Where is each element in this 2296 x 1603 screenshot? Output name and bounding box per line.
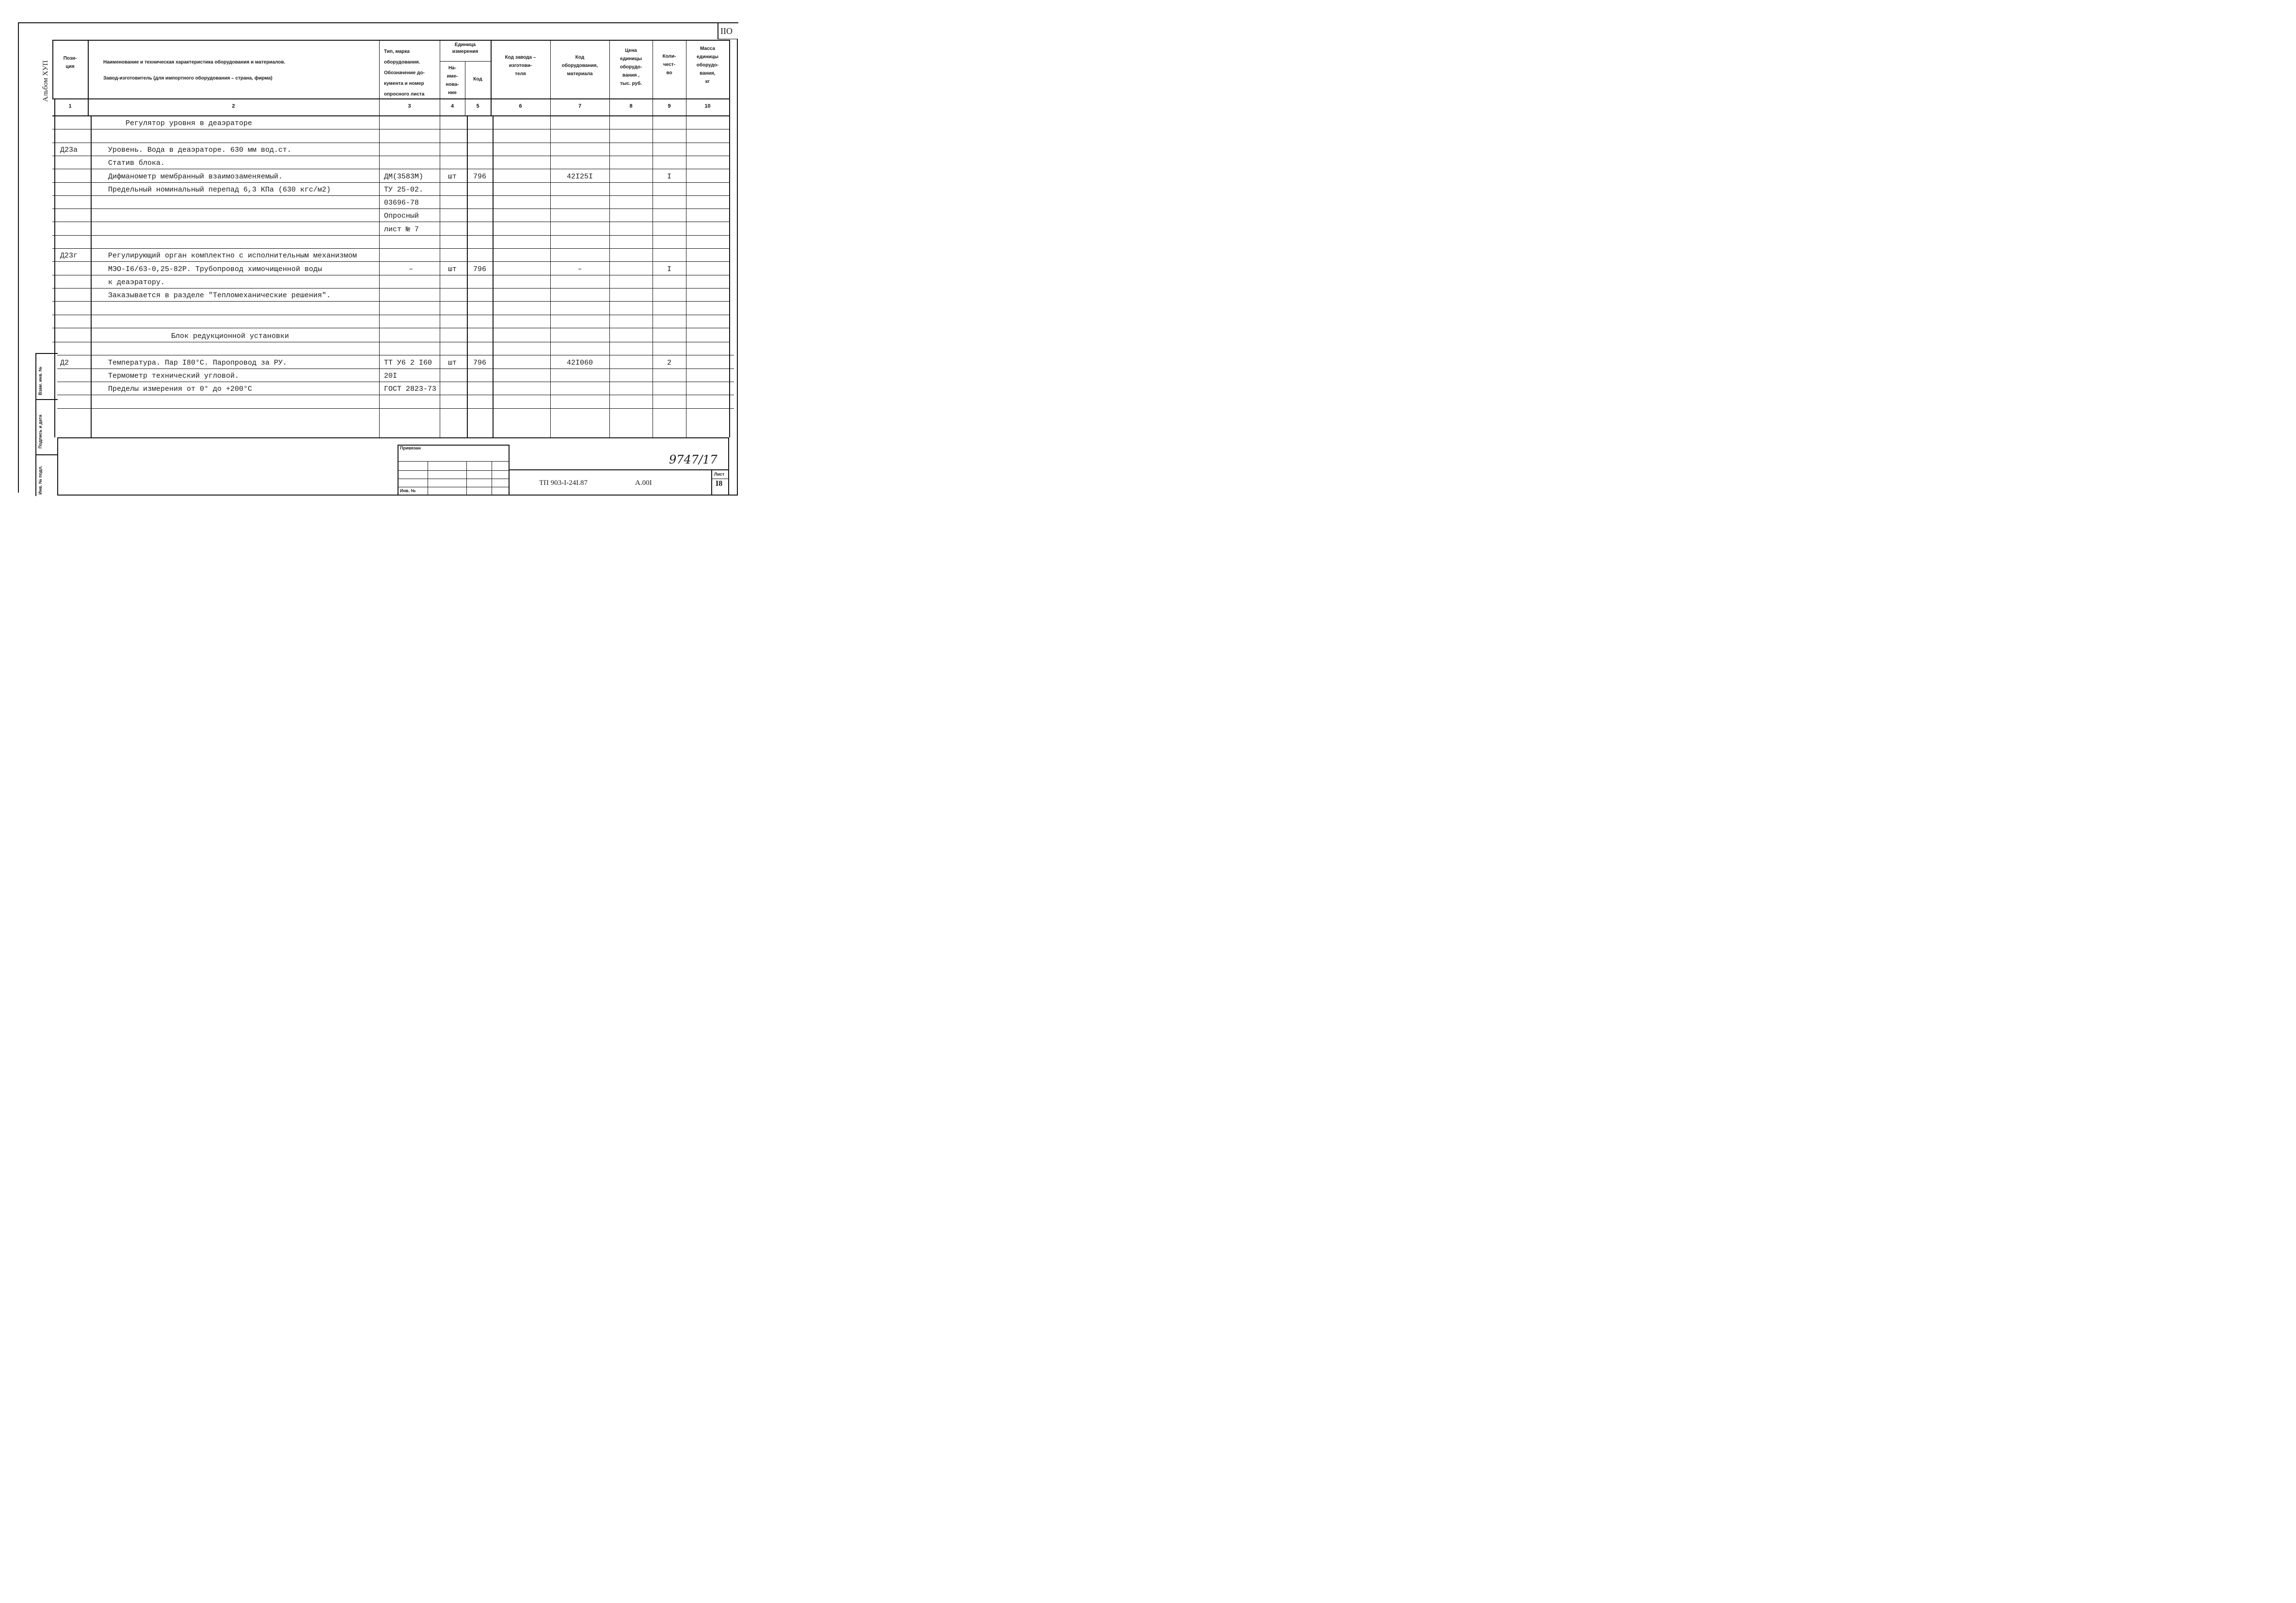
cell-name: МЭО-I6/63-0,25-82Р. Трубопровод химочищенной воды — [108, 265, 322, 273]
col-header-mass: Масса единицы оборудо- вания, кг — [696, 46, 719, 84]
cell-name: Температура. Пар I80°С. Паропровод за РУ. — [108, 358, 287, 367]
column-number: 10 — [704, 103, 711, 109]
col-header-maker-code: Код завода – изготови- теля — [505, 55, 536, 77]
column-number: 9 — [668, 103, 671, 109]
section-heading: Блок редукционной установки — [171, 332, 289, 341]
stamp-album-code: А.00I — [635, 479, 652, 487]
cell-type: ТУ 25-02. — [384, 185, 424, 194]
column-number: 1 — [68, 103, 72, 109]
col-header-unit-group: Единица измерения — [452, 42, 478, 54]
cell-equipment-code: 42I25I — [566, 172, 593, 181]
col-header-quantity: Коли- чест- во — [662, 54, 676, 76]
cell-unit-code: 796 — [473, 358, 486, 367]
cell-type: ТТ У6 2 I60 — [384, 358, 432, 367]
cell-type: Опросный — [384, 212, 419, 221]
album-label: Альбом ХУП — [42, 60, 49, 102]
cell-type: ДМ(3583М) — [384, 172, 424, 181]
cell-type: лист № 7 — [384, 225, 419, 234]
stamp-sheet-label: Лист — [714, 472, 725, 477]
frame-right — [737, 39, 738, 496]
side-label-replace-inv: Взам. инв. № — [38, 366, 43, 395]
column-number: 4 — [450, 103, 454, 109]
column-number: 5 — [476, 103, 479, 109]
col-header-unit-name: На- име- нова- ние — [446, 65, 459, 96]
cell-quantity: I — [667, 172, 671, 181]
frame-top — [18, 22, 738, 23]
stamp-tied: Привязан — [400, 446, 421, 450]
side-label-signature-date: Подпись и дата — [38, 415, 43, 449]
handwritten-number: 9747/17 — [669, 453, 718, 466]
col-header-position: Пози- ция — [63, 56, 77, 69]
cell-unit: шт — [447, 265, 457, 273]
cell-position: Д23а — [60, 145, 78, 154]
col-header-type: Тип, марка оборудования. Обозначение до- кумента и номер опросного листа — [384, 49, 425, 97]
cell-position: Д2 — [60, 358, 69, 367]
column-number: 6 — [519, 103, 522, 109]
cell-name: Пределы измерения от 0° до +200°С — [108, 385, 253, 394]
cell-name: Термометр технический угловой. — [108, 372, 239, 380]
section-heading: Регулятор уровня в деаэраторе — [126, 119, 253, 128]
side-label-orig-inv: Инв. № подл. — [38, 465, 43, 495]
cell-quantity: I — [667, 265, 671, 273]
cell-equipment-code: – — [577, 265, 582, 273]
cell-name: Предельный номинальный перепад 6,3 КПа (630 кгс/м2) — [108, 185, 331, 194]
cell-equipment-code: 42I060 — [566, 358, 593, 367]
cell-unit-code: 796 — [473, 265, 486, 273]
col-header-name: Наименование и техническая характеристика оборудования и материалов. Завод-изготовитель (для импортного оборудования – страна, фирма) — [103, 60, 286, 81]
stamp-sheet-number: I8 — [716, 480, 723, 488]
col-header-unit-code: Код — [473, 77, 482, 82]
column-number: 3 — [408, 103, 411, 109]
cell-name: к деаэратору. — [108, 278, 165, 287]
cell-name: Регулирующий орган комплектно с исполнительным механизмом — [108, 252, 357, 260]
col-header-equipment-code: Код оборудования, материала — [561, 55, 598, 77]
column-number: 7 — [578, 103, 582, 109]
col-header-price: Цена единицы оборудо- вания , тыс. руб. — [620, 48, 642, 86]
stamp-inv: Инв. № — [400, 488, 416, 493]
cell-position: Д23г — [60, 252, 78, 260]
frame-left — [18, 22, 19, 493]
cell-type: ГОСТ 2823-73 — [384, 385, 437, 394]
column-number: 2 — [232, 103, 235, 109]
cell-unit: шт — [447, 358, 457, 367]
cell-unit: шт — [447, 172, 457, 181]
cell-name: Дифманометр мембранный взаимозаменяемый. — [108, 172, 283, 181]
column-number: 8 — [629, 103, 633, 109]
document-page — [0, 0, 760, 530]
cell-type: – — [408, 265, 413, 273]
cell-name: Статив блока. — [108, 159, 165, 168]
cell-quantity: 2 — [667, 358, 671, 367]
cell-type: 20I — [384, 372, 398, 380]
page-number: IIO — [720, 26, 733, 36]
stamp-doc-code: ТП 903-I-24I.87 — [539, 479, 588, 487]
cell-type: 03696-78 — [384, 199, 419, 208]
cell-unit-code: 796 — [473, 172, 486, 181]
cell-name: Уровень. Вода в деаэраторе. 630 мм вод.ст. — [108, 145, 292, 154]
cell-name: Заказывается в разделе "Тепломеханические решения". — [108, 291, 331, 300]
